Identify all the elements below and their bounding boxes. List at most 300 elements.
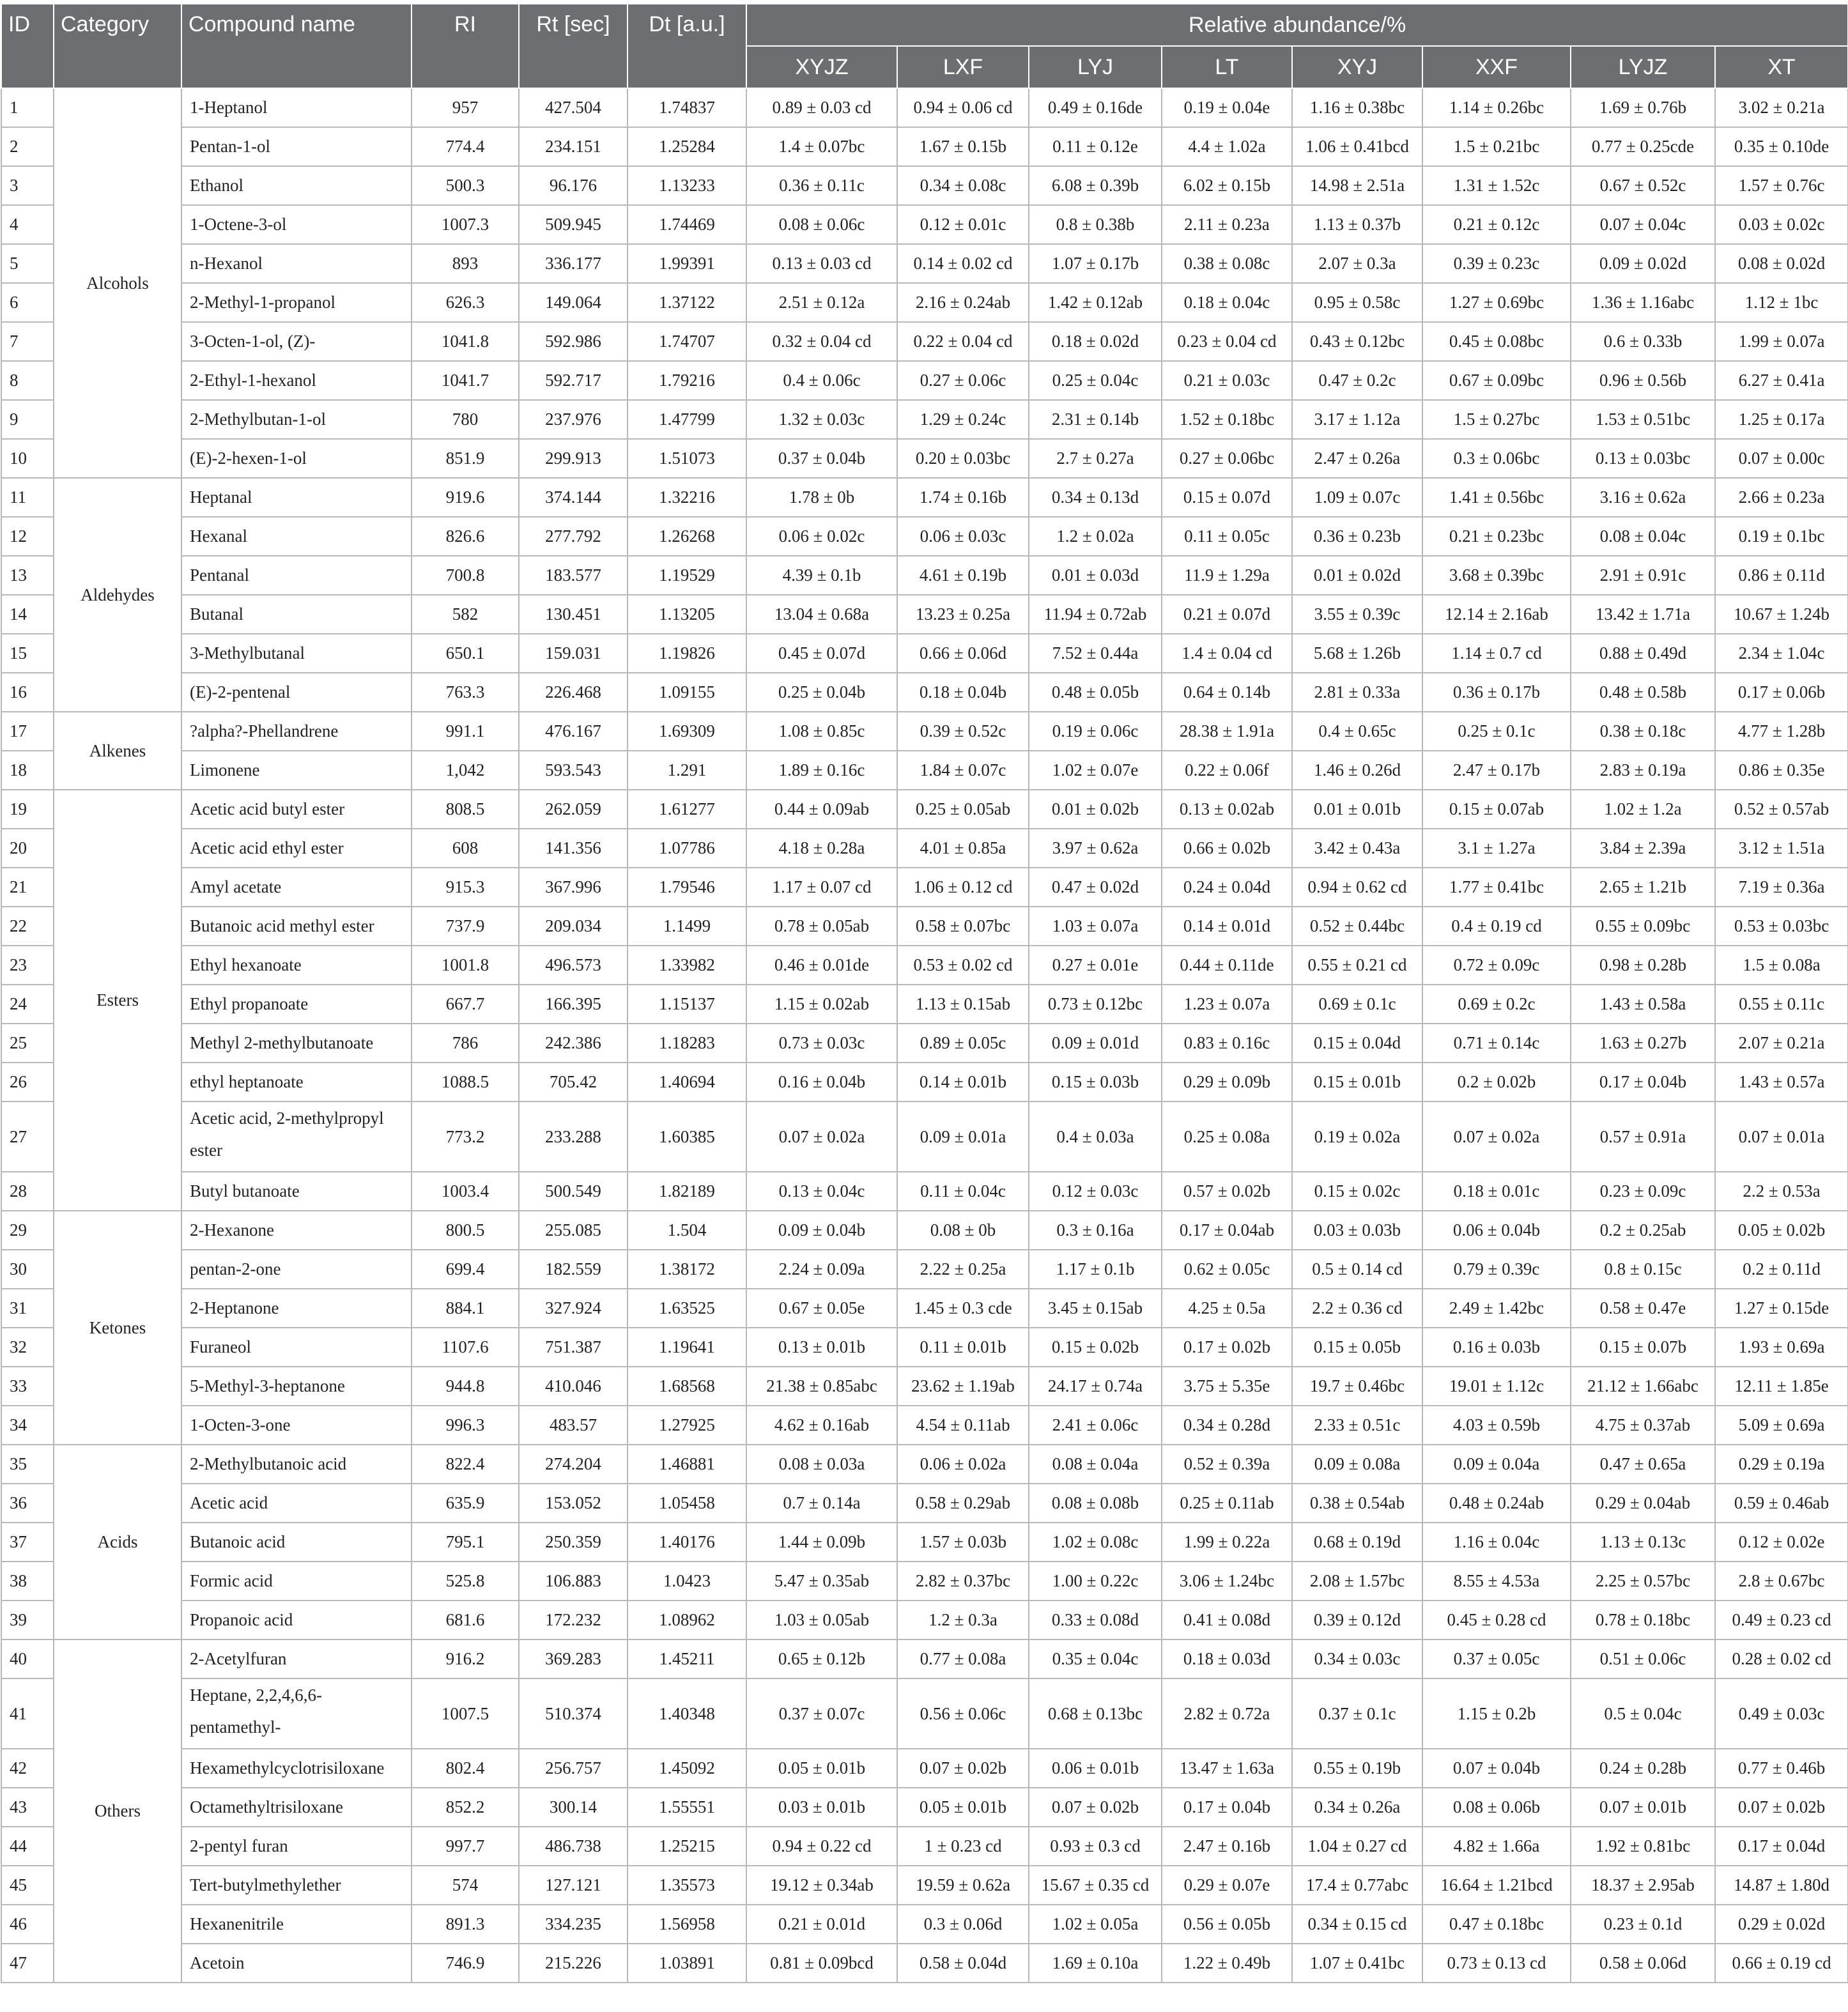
abundance-value: 0.34 ± 0.26a xyxy=(1292,1788,1422,1827)
abundance-value: 0.07 ± 0.02b xyxy=(897,1749,1029,1788)
abundance-value: 4.18 ± 0.28a xyxy=(746,829,897,868)
ri-value: 826.6 xyxy=(412,517,519,556)
row-id: 30 xyxy=(1,1250,54,1289)
compound-name: Acetic acid butyl ester xyxy=(181,790,412,829)
compound-name: Furaneol xyxy=(181,1328,412,1367)
abundance-value: 0.58 ± 0.04d xyxy=(897,1944,1029,1983)
abundance-value: 3.12 ± 1.51a xyxy=(1715,829,1848,868)
abundance-value: 0.08 ± 0.04a xyxy=(1029,1445,1162,1484)
compound-name: 2-Methylbutan-1-ol xyxy=(181,400,412,439)
table-row xyxy=(1,985,1848,1024)
compound-name: 2-Methylbutanoic acid xyxy=(181,1445,412,1484)
abundance-value: 1.36 ± 1.16abc xyxy=(1571,283,1715,322)
abundance-value: 2.41 ± 0.06c xyxy=(1029,1406,1162,1445)
table-row xyxy=(1,829,1848,868)
abundance-value: 0.16 ± 0.04b xyxy=(746,1063,897,1102)
abundance-value: 0.23 ± 0.09c xyxy=(1571,1172,1715,1211)
table-row xyxy=(1,1406,1848,1445)
abundance-value: 1 ± 0.23 cd xyxy=(897,1827,1029,1866)
abundance-value: 23.62 ± 1.19ab xyxy=(897,1367,1029,1406)
header-category: Category xyxy=(54,4,181,88)
compound-name: (E)-2-hexen-1-ol xyxy=(181,439,412,478)
abundance-value: 4.61 ± 0.19b xyxy=(897,556,1029,595)
row-id: 21 xyxy=(1,868,54,907)
abundance-value: 1.13 ± 0.15ab xyxy=(897,985,1029,1024)
abundance-value: 0.25 ± 0.1c xyxy=(1422,712,1571,751)
abundance-value: 0.07 ± 0.00c xyxy=(1715,439,1848,478)
abundance-value: 0.07 ± 0.02b xyxy=(1029,1788,1162,1827)
abundance-value: 0.36 ± 0.17b xyxy=(1422,673,1571,712)
table-body xyxy=(1,88,1848,1983)
rt-value: 427.504 xyxy=(519,88,628,127)
abundance-value: 0.67 ± 0.05e xyxy=(746,1289,897,1328)
table-row xyxy=(1,1678,1848,1749)
abundance-value: 0.35 ± 0.10de xyxy=(1715,127,1848,166)
dt-value: 1.1499 xyxy=(628,907,746,946)
abundance-value: 19.7 ± 0.46bc xyxy=(1292,1367,1422,1406)
header-sample: LYJ xyxy=(1029,46,1162,88)
table-row xyxy=(1,1289,1848,1328)
abundance-value: 10.67 ± 1.24b xyxy=(1715,595,1848,634)
abundance-value: 0.17 ± 0.04b xyxy=(1571,1063,1715,1102)
abundance-value: 0.45 ± 0.08bc xyxy=(1422,322,1571,361)
abundance-value: 18.37 ± 2.95ab xyxy=(1571,1866,1715,1905)
category-cell: Others xyxy=(54,1640,181,1983)
rt-value: 237.976 xyxy=(519,400,628,439)
abundance-value: 0.29 ± 0.04ab xyxy=(1571,1484,1715,1523)
ri-value: 774.4 xyxy=(412,127,519,166)
dt-value: 1.51073 xyxy=(628,439,746,478)
abundance-value: 1.32 ± 0.03c xyxy=(746,400,897,439)
rt-value: 149.064 xyxy=(519,283,628,322)
abundance-value: 0.38 ± 0.18c xyxy=(1571,712,1715,751)
abundance-value: 0.53 ± 0.03bc xyxy=(1715,907,1848,946)
abundance-value: 12.11 ± 1.85e xyxy=(1715,1367,1848,1406)
abundance-value: 4.39 ± 0.1b xyxy=(746,556,897,595)
abundance-value: 1.27 ± 0.15de xyxy=(1715,1289,1848,1328)
abundance-value: 0.17 ± 0.04d xyxy=(1715,1827,1848,1866)
abundance-value: 0.07 ± 0.04b xyxy=(1422,1749,1571,1788)
abundance-value: 1.5 ± 0.21bc xyxy=(1422,127,1571,166)
abundance-value: 0.18 ± 0.02d xyxy=(1029,322,1162,361)
dt-value: 1.291 xyxy=(628,751,746,790)
abundance-value: 1.42 ± 0.12ab xyxy=(1029,283,1162,322)
abundance-value: 0.37 ± 0.07c xyxy=(746,1678,897,1749)
abundance-value: 4.54 ± 0.11ab xyxy=(897,1406,1029,1445)
abundance-value: 0.41 ± 0.08d xyxy=(1162,1601,1292,1640)
abundance-value: 0.21 ± 0.07d xyxy=(1162,595,1292,634)
compound-name: Amyl acetate xyxy=(181,868,412,907)
abundance-value: 0.77 ± 0.46b xyxy=(1715,1749,1848,1788)
dt-value: 1.45211 xyxy=(628,1640,746,1678)
compound-name: Ethyl propanoate xyxy=(181,985,412,1024)
abundance-value: 1.12 ± 1bc xyxy=(1715,283,1848,322)
abundance-value: 1.02 ± 0.05a xyxy=(1029,1905,1162,1944)
abundance-value: 1.02 ± 1.2a xyxy=(1571,790,1715,829)
ri-value: 667.7 xyxy=(412,985,519,1024)
rt-value: 334.235 xyxy=(519,1905,628,1944)
table-row xyxy=(1,1866,1848,1905)
abundance-value: 0.08 ± 0.02d xyxy=(1715,244,1848,283)
abundance-value: 3.97 ± 0.62a xyxy=(1029,829,1162,868)
abundance-value: 2.07 ± 0.3a xyxy=(1292,244,1422,283)
abundance-value: 0.17 ± 0.02b xyxy=(1162,1328,1292,1367)
dt-value: 1.47799 xyxy=(628,400,746,439)
abundance-value: 0.89 ± 0.05c xyxy=(897,1024,1029,1063)
abundance-value: 3.68 ± 0.39bc xyxy=(1422,556,1571,595)
table-row xyxy=(1,907,1848,946)
table-row xyxy=(1,205,1848,244)
abundance-value: 0.15 ± 0.07b xyxy=(1571,1328,1715,1367)
abundance-value: 0.66 ± 0.02b xyxy=(1162,829,1292,868)
header-sample: LYJZ xyxy=(1571,46,1715,88)
compound-name: Butanal xyxy=(181,595,412,634)
abundance-value: 19.01 ± 1.12c xyxy=(1422,1367,1571,1406)
header-sample: XYJ xyxy=(1292,46,1422,88)
abundance-value: 2.11 ± 0.23a xyxy=(1162,205,1292,244)
abundance-value: 1.25 ± 0.17a xyxy=(1715,400,1848,439)
abundance-value: 0.29 ± 0.07e xyxy=(1162,1866,1292,1905)
abundance-value: 0.01 ± 0.01b xyxy=(1292,790,1422,829)
rt-value: 256.757 xyxy=(519,1749,628,1788)
compound-name: 2-Acetylfuran xyxy=(181,1640,412,1678)
abundance-value: 0.19 ± 0.1bc xyxy=(1715,517,1848,556)
abundance-value: 14.87 ± 1.80d xyxy=(1715,1866,1848,1905)
dt-value: 1.40176 xyxy=(628,1523,746,1562)
row-id: 44 xyxy=(1,1827,54,1866)
abundance-value: 0.58 ± 0.06d xyxy=(1571,1944,1715,1983)
table-row xyxy=(1,790,1848,829)
compound-name: Pentanal xyxy=(181,556,412,595)
ri-value: 822.4 xyxy=(412,1445,519,1484)
table-row xyxy=(1,478,1848,517)
abundance-value: 0.78 ± 0.18bc xyxy=(1571,1601,1715,1640)
abundance-value: 0.52 ± 0.44bc xyxy=(1292,907,1422,946)
abundance-value: 0.47 ± 0.65a xyxy=(1571,1445,1715,1484)
table-row xyxy=(1,1484,1848,1523)
dt-value: 1.63525 xyxy=(628,1289,746,1328)
abundance-value: 0.27 ± 0.06c xyxy=(897,361,1029,400)
abundance-value: 0.77 ± 0.25cde xyxy=(1571,127,1715,166)
abundance-value: 1.45 ± 0.3 cde xyxy=(897,1289,1029,1328)
abundance-value: 1.78 ± 0b xyxy=(746,478,897,517)
ri-value: 1041.8 xyxy=(412,322,519,361)
table-row xyxy=(1,361,1848,400)
abundance-value: 0.15 ± 0.07ab xyxy=(1422,790,1571,829)
rt-value: 209.034 xyxy=(519,907,628,946)
abundance-value: 0.52 ± 0.39a xyxy=(1162,1445,1292,1484)
abundance-value: 1.23 ± 0.07a xyxy=(1162,985,1292,1024)
abundance-value: 0.36 ± 0.11c xyxy=(746,166,897,205)
abundance-value: 1.04 ± 0.27 cd xyxy=(1292,1827,1422,1866)
abundance-value: 0.53 ± 0.02 cd xyxy=(897,946,1029,985)
ri-value: 608 xyxy=(412,829,519,868)
ri-value: 919.6 xyxy=(412,478,519,517)
header-sample: XYJZ xyxy=(746,46,897,88)
abundance-value: 0.5 ± 0.14 cd xyxy=(1292,1250,1422,1289)
ri-value: 786 xyxy=(412,1024,519,1063)
abundance-value: 0.22 ± 0.06f xyxy=(1162,751,1292,790)
abundance-value: 1.02 ± 0.07e xyxy=(1029,751,1162,790)
abundance-value: 0.44 ± 0.09ab xyxy=(746,790,897,829)
rt-value: 242.386 xyxy=(519,1024,628,1063)
table-row xyxy=(1,1024,1848,1063)
ri-value: 1007.3 xyxy=(412,205,519,244)
row-id: 40 xyxy=(1,1640,54,1678)
abundance-value: 2.51 ± 0.12a xyxy=(746,283,897,322)
abundance-value: 11.94 ± 0.72ab xyxy=(1029,595,1162,634)
compound-name: Tert-butylmethylether xyxy=(181,1866,412,1905)
abundance-value: 2.08 ± 1.57bc xyxy=(1292,1562,1422,1601)
abundance-value: 0.09 ± 0.04a xyxy=(1422,1445,1571,1484)
dt-value: 1.38172 xyxy=(628,1250,746,1289)
table-row xyxy=(1,1562,1848,1601)
row-id: 46 xyxy=(1,1905,54,1944)
row-id: 13 xyxy=(1,556,54,595)
row-id: 26 xyxy=(1,1063,54,1102)
abundance-value: 0.47 ± 0.18bc xyxy=(1422,1905,1571,1944)
abundance-value: 1.57 ± 0.76c xyxy=(1715,166,1848,205)
compound-name: Methyl 2-methylbutanoate xyxy=(181,1024,412,1063)
compound-name: 2-Methyl-1-propanol xyxy=(181,283,412,322)
table-row xyxy=(1,1640,1848,1678)
abundance-value: 0.05 ± 0.02b xyxy=(1715,1211,1848,1250)
compound-name: Hexamethylcyclotrisiloxane xyxy=(181,1749,412,1788)
abundance-value: 0.25 ± 0.11ab xyxy=(1162,1484,1292,1523)
table-row xyxy=(1,322,1848,361)
ri-value: 700.8 xyxy=(412,556,519,595)
compound-name: Pentan-1-ol xyxy=(181,127,412,166)
abundance-value: 1.92 ± 0.81bc xyxy=(1571,1827,1715,1866)
ri-value: 773.2 xyxy=(412,1102,519,1172)
abundance-value: 0.07 ± 0.01a xyxy=(1715,1102,1848,1172)
ri-value: 800.5 xyxy=(412,1211,519,1250)
abundance-value: 1.74 ± 0.16b xyxy=(897,478,1029,517)
rt-value: 182.559 xyxy=(519,1250,628,1289)
row-id: 32 xyxy=(1,1328,54,1367)
rt-value: 336.177 xyxy=(519,244,628,283)
dt-value: 1.55551 xyxy=(628,1788,746,1827)
abundance-value: 0.71 ± 0.14c xyxy=(1422,1024,1571,1063)
compound-name: ?alpha?-Phellandrene xyxy=(181,712,412,751)
ri-value: 574 xyxy=(412,1866,519,1905)
rt-value: 496.573 xyxy=(519,946,628,985)
abundance-value: 1.07 ± 0.17b xyxy=(1029,244,1162,283)
rt-value: 127.121 xyxy=(519,1866,628,1905)
row-id: 39 xyxy=(1,1601,54,1640)
abundance-value: 0.29 ± 0.19a xyxy=(1715,1445,1848,1484)
abundance-value: 1.15 ± 0.02ab xyxy=(746,985,897,1024)
abundance-value: 0.01 ± 0.02d xyxy=(1292,556,1422,595)
abundance-value: 0.34 ± 0.08c xyxy=(897,166,1029,205)
abundance-value: 0.39 ± 0.52c xyxy=(897,712,1029,751)
abundance-value: 0.78 ± 0.05ab xyxy=(746,907,897,946)
abundance-value: 0.24 ± 0.28b xyxy=(1571,1749,1715,1788)
abundance-value: 0.09 ± 0.04b xyxy=(746,1211,897,1250)
abundance-value: 0.16 ± 0.03b xyxy=(1422,1328,1571,1367)
abundance-value: 0.07 ± 0.02a xyxy=(1422,1102,1571,1172)
abundance-value: 2.16 ± 0.24ab xyxy=(897,283,1029,322)
row-id: 23 xyxy=(1,946,54,985)
compound-name: Acetic acid, 2-methylpropyl ester xyxy=(181,1102,412,1172)
rt-value: 183.577 xyxy=(519,556,628,595)
abundance-value: 0.05 ± 0.01b xyxy=(746,1749,897,1788)
table-row xyxy=(1,946,1848,985)
abundance-value: 0.59 ± 0.46ab xyxy=(1715,1484,1848,1523)
abundance-value: 0.25 ± 0.04b xyxy=(746,673,897,712)
compound-table xyxy=(1,3,1848,1983)
dt-value: 1.74707 xyxy=(628,322,746,361)
abundance-value: 3.75 ± 5.35e xyxy=(1162,1367,1292,1406)
abundance-value: 0.13 ± 0.01b xyxy=(746,1328,897,1367)
rt-value: 751.387 xyxy=(519,1328,628,1367)
rt-value: 374.144 xyxy=(519,478,628,517)
abundance-value: 0.28 ± 0.02 cd xyxy=(1715,1640,1848,1678)
row-id: 45 xyxy=(1,1866,54,1905)
abundance-value: 21.38 ± 0.85abc xyxy=(746,1367,897,1406)
abundance-value: 1.14 ± 0.26bc xyxy=(1422,88,1571,127)
dt-value: 1.82189 xyxy=(628,1172,746,1211)
header-id: ID xyxy=(1,4,54,88)
abundance-value: 0.64 ± 0.14b xyxy=(1162,673,1292,712)
abundance-value: 1.5 ± 0.08a xyxy=(1715,946,1848,985)
abundance-value: 12.14 ± 2.16ab xyxy=(1422,595,1571,634)
rt-value: 369.283 xyxy=(519,1640,628,1678)
abundance-value: 0.68 ± 0.13bc xyxy=(1029,1678,1162,1749)
table-row xyxy=(1,127,1848,166)
row-id: 36 xyxy=(1,1484,54,1523)
abundance-value: 7.19 ± 0.36a xyxy=(1715,868,1848,907)
row-id: 6 xyxy=(1,283,54,322)
abundance-value: 0.21 ± 0.03c xyxy=(1162,361,1292,400)
abundance-value: 6.27 ± 0.41a xyxy=(1715,361,1848,400)
abundance-value: 0.73 ± 0.03c xyxy=(746,1024,897,1063)
abundance-value: 0.18 ± 0.04b xyxy=(897,673,1029,712)
abundance-value: 0.35 ± 0.04c xyxy=(1029,1640,1162,1678)
abundance-value: 0.29 ± 0.09b xyxy=(1162,1063,1292,1102)
table-row xyxy=(1,634,1848,673)
table-row xyxy=(1,1523,1848,1562)
dt-value: 1.32216 xyxy=(628,478,746,517)
abundance-value: 0.27 ± 0.01e xyxy=(1029,946,1162,985)
row-id: 3 xyxy=(1,166,54,205)
abundance-value: 1.06 ± 0.12 cd xyxy=(897,868,1029,907)
abundance-value: 13.04 ± 0.68a xyxy=(746,595,897,634)
dt-value: 1.05458 xyxy=(628,1484,746,1523)
abundance-value: 1.31 ± 1.52c xyxy=(1422,166,1571,205)
abundance-value: 0.44 ± 0.11de xyxy=(1162,946,1292,985)
dt-value: 1.27925 xyxy=(628,1406,746,1445)
abundance-value: 0.49 ± 0.03c xyxy=(1715,1678,1848,1749)
rt-value: 500.549 xyxy=(519,1172,628,1211)
abundance-value: 3.17 ± 1.12a xyxy=(1292,400,1422,439)
abundance-value: 2.91 ± 0.91c xyxy=(1571,556,1715,595)
dt-value: 1.19826 xyxy=(628,634,746,673)
rt-value: 141.356 xyxy=(519,829,628,868)
abundance-value: 0.69 ± 0.1c xyxy=(1292,985,1422,1024)
header-dt: Dt [a.u.] xyxy=(628,4,746,88)
abundance-value: 0.81 ± 0.09bcd xyxy=(746,1944,897,1983)
abundance-value: 1.44 ± 0.09b xyxy=(746,1523,897,1562)
abundance-value: 0.25 ± 0.04c xyxy=(1029,361,1162,400)
abundance-value: 0.06 ± 0.01b xyxy=(1029,1749,1162,1788)
ri-value: 893 xyxy=(412,244,519,283)
abundance-value: 0.15 ± 0.04d xyxy=(1292,1024,1422,1063)
abundance-value: 0.11 ± 0.12e xyxy=(1029,127,1162,166)
abundance-value: 0.73 ± 0.13 cd xyxy=(1422,1944,1571,1983)
ri-value: 944.8 xyxy=(412,1367,519,1406)
abundance-value: 0.27 ± 0.06bc xyxy=(1162,439,1292,478)
abundance-value: 1.4 ± 0.04 cd xyxy=(1162,634,1292,673)
dt-value: 1.13205 xyxy=(628,595,746,634)
abundance-value: 0.09 ± 0.08a xyxy=(1292,1445,1422,1484)
abundance-value: 0.34 ± 0.15 cd xyxy=(1292,1905,1422,1944)
dt-value: 1.35573 xyxy=(628,1866,746,1905)
row-id: 15 xyxy=(1,634,54,673)
abundance-value: 1.07 ± 0.41bc xyxy=(1292,1944,1422,1983)
abundance-value: 1.06 ± 0.41bcd xyxy=(1292,127,1422,166)
abundance-value: 0.17 ± 0.04b xyxy=(1162,1788,1292,1827)
abundance-value: 0.7 ± 0.14a xyxy=(746,1484,897,1523)
abundance-value: 1.93 ± 0.69a xyxy=(1715,1328,1848,1367)
rt-value: 172.232 xyxy=(519,1601,628,1640)
abundance-value: 1.16 ± 0.04c xyxy=(1422,1523,1571,1562)
rt-value: 130.451 xyxy=(519,595,628,634)
abundance-value: 0.48 ± 0.58b xyxy=(1571,673,1715,712)
abundance-value: 0.2 ± 0.25ab xyxy=(1571,1211,1715,1250)
abundance-value: 0.77 ± 0.08a xyxy=(897,1640,1029,1678)
ri-value: 891.3 xyxy=(412,1905,519,1944)
abundance-value: 0.52 ± 0.57ab xyxy=(1715,790,1848,829)
abundance-value: 0.57 ± 0.02b xyxy=(1162,1172,1292,1211)
dt-value: 1.40348 xyxy=(628,1678,746,1749)
abundance-value: 0.55 ± 0.21 cd xyxy=(1292,946,1422,985)
ri-value: 626.3 xyxy=(412,283,519,322)
ri-value: 852.2 xyxy=(412,1788,519,1827)
compound-name: Octamethyltrisiloxane xyxy=(181,1788,412,1827)
abundance-value: 0.4 ± 0.19 cd xyxy=(1422,907,1571,946)
abundance-value: 0.48 ± 0.05b xyxy=(1029,673,1162,712)
abundance-value: 2.66 ± 0.23a xyxy=(1715,478,1848,517)
abundance-value: 0.67 ± 0.09bc xyxy=(1422,361,1571,400)
abundance-value: 0.12 ± 0.03c xyxy=(1029,1172,1162,1211)
abundance-value: 19.12 ± 0.34ab xyxy=(746,1866,897,1905)
compound-name: (E)-2-pentenal xyxy=(181,673,412,712)
row-id: 38 xyxy=(1,1562,54,1601)
abundance-value: 2.82 ± 0.72a xyxy=(1162,1678,1292,1749)
abundance-value: 0.6 ± 0.33b xyxy=(1571,322,1715,361)
compound-name: Hexanenitrile xyxy=(181,1905,412,1944)
abundance-value: 0.86 ± 0.35e xyxy=(1715,751,1848,790)
abundance-value: 0.39 ± 0.23c xyxy=(1422,244,1571,283)
ri-value: 957 xyxy=(412,88,519,127)
abundance-value: 2.83 ± 0.19a xyxy=(1571,751,1715,790)
dt-value: 1.25215 xyxy=(628,1827,746,1866)
ri-value: 1107.6 xyxy=(412,1328,519,1367)
ri-value: 915.3 xyxy=(412,868,519,907)
abundance-value: 1.16 ± 0.38bc xyxy=(1292,88,1422,127)
row-id: 1 xyxy=(1,88,54,127)
abundance-value: 0.32 ± 0.04 cd xyxy=(746,322,897,361)
abundance-value: 0.2 ± 0.02b xyxy=(1422,1063,1571,1102)
abundance-value: 0.09 ± 0.01a xyxy=(897,1102,1029,1172)
abundance-value: 1.5 ± 0.27bc xyxy=(1422,400,1571,439)
row-id: 25 xyxy=(1,1024,54,1063)
abundance-value: 0.08 ± 0.08b xyxy=(1029,1484,1162,1523)
dt-value: 1.504 xyxy=(628,1211,746,1250)
dt-value: 1.19641 xyxy=(628,1328,746,1367)
header-relative-abundance: Relative abundance/% xyxy=(746,4,1848,46)
